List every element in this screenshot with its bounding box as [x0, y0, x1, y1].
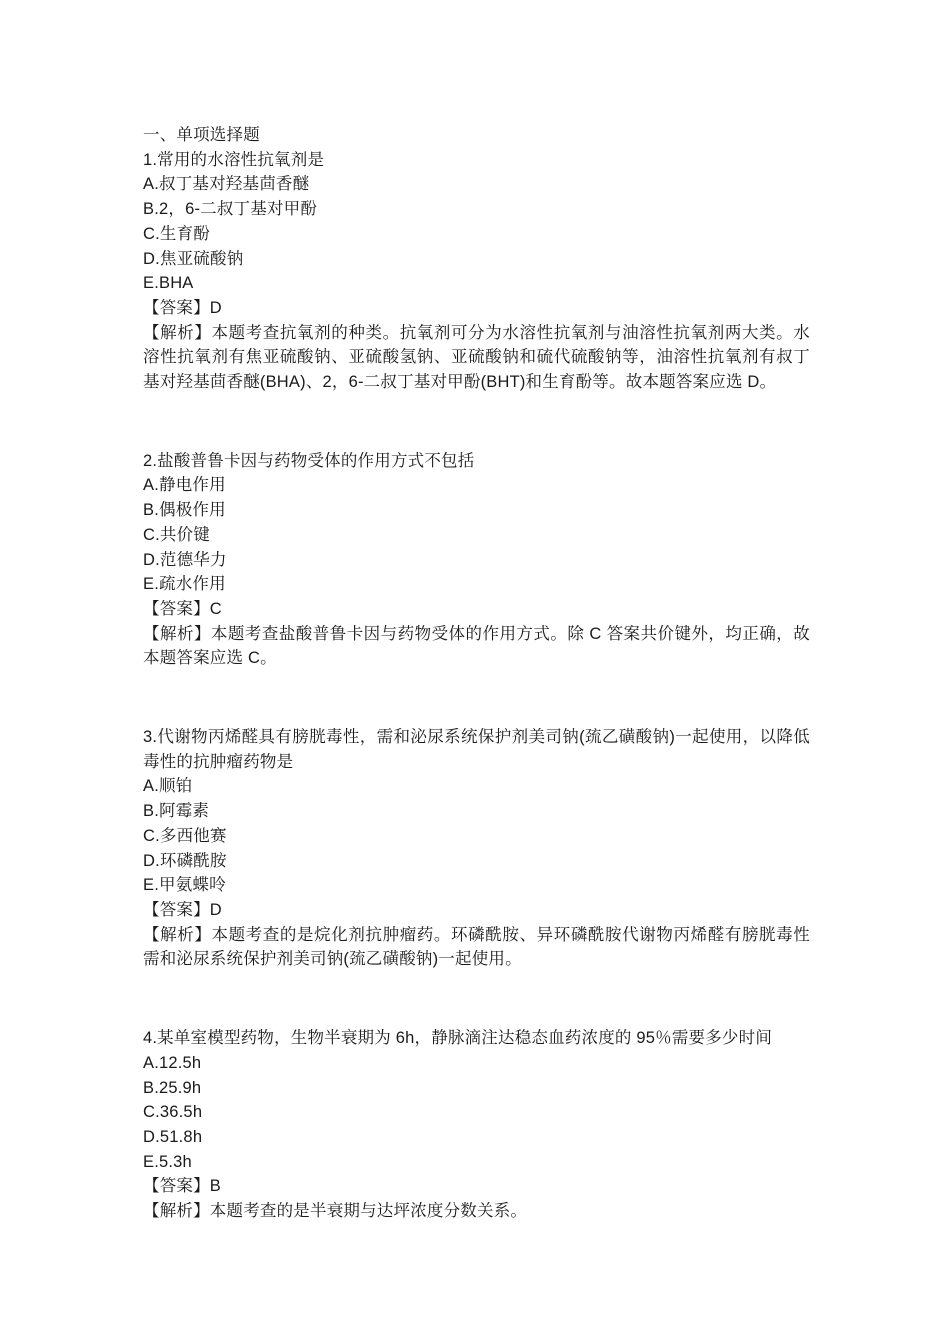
question-2-answer: 【答案】C: [143, 599, 222, 618]
question-3-option-d: D.环磷酰胺: [143, 851, 227, 870]
question-3-option-e: E.甲氨蝶呤: [143, 876, 226, 895]
question-3-option-a: A.顺铂: [143, 777, 193, 796]
question-2-option-a: A.静电作用: [143, 476, 226, 495]
question-2-option-d: D.范德华力: [143, 550, 227, 569]
question-4-option-b: B.25.9h: [143, 1078, 202, 1097]
question-3-analysis: 【解析】本题考查的是烷化剂抗肿瘤药。环磷酰胺、异环磷酰胺代谢物丙烯醛有膀胱毒性需和泌尿系统保护剂美司钠(巯乙磺酸钠)一起使用。: [143, 925, 810, 969]
question-4-option-d: D.51.8h: [143, 1127, 203, 1146]
question-4-option-c: C.36.5h: [143, 1103, 203, 1122]
section-title: 一、单项选择题: [143, 126, 260, 144]
question-2-option-c: C.共价键: [143, 525, 210, 544]
question-3: [143, 725, 810, 972]
question-2-option-b: B.偶极作用: [143, 501, 226, 520]
question-1-analysis: 【解析】本题考查抗氧剂的种类。抗氧剂可分为水溶性抗氧剂与油溶性抗氧剂两大类。水溶性抗氧剂有焦亚硫酸钠、亚硫酸氢钠、亚硫酸钠和硫代硫酸钠等，油溶性抗氧剂有叔丁基对羟基茴香醚(BHA)、2，6-二叔丁基对甲酚(BHT)和生育酚等。故本题答案应选 D。: [143, 323, 810, 392]
question-1-answer: 【答案】D: [143, 298, 222, 317]
question-4-answer: 【答案】B: [143, 1177, 222, 1196]
question-4-stem: 4.某单室模型药物，生物半衰期为 6h，静脉滴注达稳态血药浓度的 95％需要多少时间: [143, 1029, 773, 1048]
question-2-analysis: 【解析】本题考查盐酸普鲁卡因与药物受体的作用方式。除 C 答案共价键外，均正确，故本题答案应选 C。: [143, 624, 810, 668]
question-3-stem: 3.代谢物丙烯醛具有膀胱毒性，需和泌尿系统保护剂美司钠(巯乙磺酸钠)一起使用，以降低毒性的抗肿瘤药物是: [143, 728, 810, 771]
question-4-option-a: A.12.5h: [143, 1053, 202, 1072]
question-2-option-e: E.疏水作用: [143, 575, 226, 594]
question-1-option-a: A.叔丁基对羟基茴香醚: [143, 175, 310, 194]
question-4-option-e: E.5.3h: [143, 1152, 192, 1171]
question-4-analysis: 【解析】本题考查的是半衰期与达坪浓度分数关系。: [143, 1202, 528, 1221]
question-1-option-b: B.2，6-二叔丁基对甲酚: [143, 200, 318, 219]
question-2-stem: 2.盐酸普鲁卡因与药物受体的作用方式不包括: [143, 451, 475, 470]
question-1: [143, 148, 810, 395]
question-3-answer: 【答案】D: [143, 900, 222, 919]
question-3-option-c: C.多西他赛: [143, 826, 227, 845]
question-2: [143, 449, 810, 671]
question-1-option-d: D.焦亚硫酸钠: [143, 249, 244, 268]
question-1-option-e: E.BHA: [143, 274, 194, 293]
question-3-option-b: B.阿霉素: [143, 802, 210, 821]
question-1-stem: 1.常用的水溶性抗氧剂是: [143, 150, 325, 169]
question-4: [143, 1026, 810, 1224]
question-1-option-c: C.生育酚: [143, 224, 210, 243]
